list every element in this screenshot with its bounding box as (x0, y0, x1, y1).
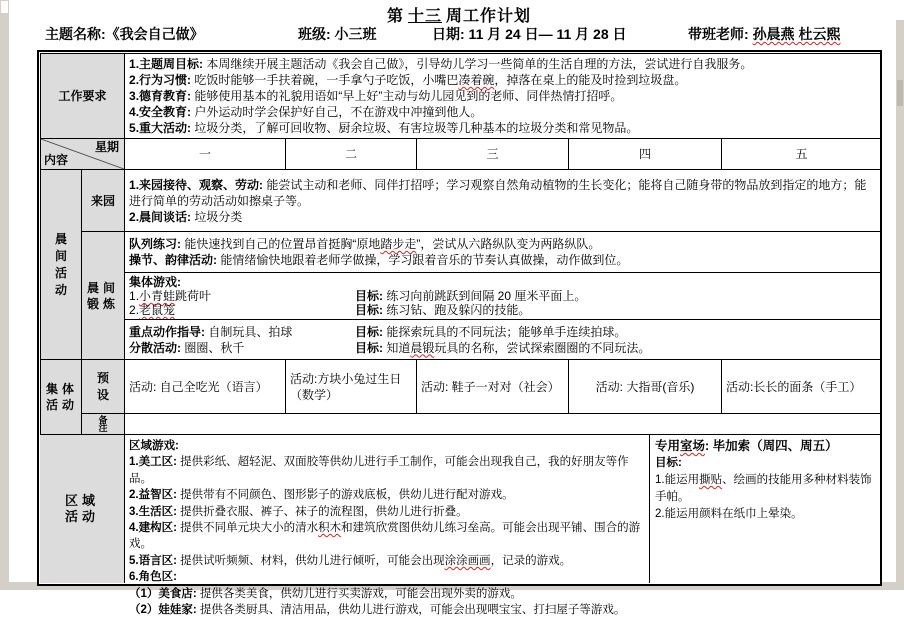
exercise-drill-cell (125, 232, 882, 273)
group-games-cell (125, 273, 882, 320)
work-req-line: 2.行为习惯: 吃饭时能够一手扶着碗，一手拿勺子吃饭，小嘴巴凑着碗，掉落在桌上的能及时捡到垃圾盘。 (129, 73, 687, 87)
guidance-goal: 目标: 能探索玩具的不同玩法；能够单手连续拍球。 (355, 324, 627, 339)
region-line: 6.角色区: (129, 571, 177, 584)
activity-thu: 活动: 大指哥(音乐) (569, 360, 722, 414)
arrival-line: 1.来园接待、观察、劳动: 能尝试主动和老师、同伴打招呼；学习观察自然角动植物的生长变化；能将自己随身带的物品放到指定的地方；能进行简单的劳动活动如擦桌子等。 (129, 177, 867, 208)
ruler-corner (0, 0, 9, 14)
region-games-content (124, 435, 649, 617)
special-room-goal: 2.能运用颜料在纸巾上晕染。 (655, 508, 803, 520)
notes-label-text: 备注 (98, 415, 108, 433)
arrival-label (82, 170, 125, 232)
corner-weekday-label: 星期 (95, 140, 120, 154)
day-header-thu: 四 (569, 139, 722, 170)
region-line: 3.生活区: 提供折叠衣服、裤子、袜子的流程图，供幼儿进行折叠。 (129, 505, 468, 518)
title-week-number: 十三 (407, 8, 442, 25)
region-line: （1）美食店: 提供各类美食，供幼儿进行买卖游戏，可能会出现外卖的游戏。 (129, 587, 522, 600)
notes-content (125, 414, 882, 435)
region-line: （2）娃娃家: 提供各类厨具、清洁用品，供幼儿进行游戏，可能会出现喂宝宝、打扫屋子等游戏。 (129, 604, 626, 617)
work-requirements-label-text: 工作要求 (58, 89, 107, 103)
weekday-content-corner-cell (41, 139, 125, 170)
morning-activity-label-text: 晨间活动 (54, 231, 67, 297)
preset-label-text: 预设 (96, 370, 109, 402)
day-header-tue: 二 (286, 139, 417, 170)
day-header-wed: 三 (417, 139, 569, 170)
arrival-label-text: 来园 (91, 193, 116, 208)
group-activity-label-text: 集体活动 (45, 382, 78, 412)
guidance-name: 分散活动: 圈圈、秋千 (129, 340, 245, 355)
exercise-line: 操节、韵律活动: 能情绪愉快地跟着老师学做操，学习跟着音乐的节奏认真做操，动作做到位。 (129, 253, 629, 267)
region-line: 1.美工区: 提供彩纸、超轻泥、双面胶等供幼儿进行手工制作，可能会出现我自己，我的好朋友等作品。 (129, 456, 629, 485)
special-room-goal-label: 目标: (655, 457, 682, 469)
work-requirements-content (125, 54, 882, 139)
region-activity-row (40, 434, 879, 617)
region-line: 区域游戏: (129, 440, 179, 452)
region-activity-label (40, 435, 124, 583)
guidance-row (129, 340, 877, 356)
scrollbar-thumb[interactable] (897, 80, 903, 106)
page-title (37, 3, 881, 26)
arrival-content (125, 170, 882, 232)
guidance-name: 重点动作指导: 自制玩具、拍球 (129, 324, 293, 339)
special-room-title: 专用室场: 毕加索（周四、周五） (655, 439, 838, 453)
day-header-mon: 一 (125, 139, 286, 170)
corner-content-label: 内容 (44, 153, 69, 167)
theme-name: 主题名称:《我会自己做》 (45, 26, 204, 42)
guidance-row (129, 324, 877, 340)
work-req-line: 3.德育教育: 能够使用基本的礼貌用语如“早上好”主动与幼儿园见到的老师、同伴热情打招呼。 (129, 89, 623, 103)
exercise-line: 队列练习: 能快速找到自己的位置昂首挺胸“原地踏步走”，尝试从六路纵队变为两路纵队。 (129, 237, 601, 251)
game-goal: 目标: 练习向前跳跃到间隔 20 厘米平面上。 (355, 289, 587, 303)
work-req-line: 5.重大活动: 垃圾分类，了解可回收物、厨余垃圾、有害垃圾等几种基本的垃圾分类和常见物品。 (129, 121, 639, 135)
region-activity-label-text: 区域活动 (65, 493, 100, 524)
activity-fri: 活动:长长的面条（手工） (722, 360, 882, 414)
morning-exercise-label-text: 晨间锻炼 (86, 280, 119, 311)
game-row (129, 303, 877, 317)
game-name: 1.小青蛙跳荷叶 (129, 289, 212, 303)
morning-exercise-label (82, 232, 125, 360)
region-line: 4.建构区: 提供不同单元块大小的清水积木和建筑欣赏图供幼儿练习垒高。可能会出现平铺、围合的游戏。 (129, 522, 641, 551)
special-room-content (649, 435, 879, 583)
group-games-title: 集体游戏: (129, 275, 182, 289)
activity-wed: 活动: 鞋子一对对（社会） (417, 360, 569, 414)
game-goal: 目标: 练习钻、跑及躲闪的技能。 (355, 303, 531, 317)
activity-tue: 活动:方块小兔过生日（数学） (286, 360, 417, 414)
activity-mon: 活动: 自己全吃光（语言） (125, 360, 286, 414)
region-line: 2.益智区: 提供带有不同颜色、图形影子的游戏底板，供幼儿进行配对游戏。 (129, 489, 514, 502)
guidance-goal: 目标: 知道晨锻玩具的名称，尝试探索圈圈的不同玩法。 (355, 340, 651, 355)
special-room-goal: 1.能运用撕贴、绘画的技能用多种材料装饰手帕。 (655, 474, 872, 503)
game-name: 2.老鼠笼 (129, 303, 176, 317)
weekly-plan-table (37, 50, 882, 617)
work-req-line: 4.安全教育: 户外运动时学会保护好自己，不在游戏中冲撞到他人。 (129, 105, 483, 119)
left-page-gutter (0, 14, 9, 582)
date-range: 日期: 11 月 24 日— 11 月 28 日 (432, 26, 627, 42)
day-header-fri: 五 (722, 139, 882, 170)
group-activity-label (41, 360, 82, 435)
arrival-line: 2.晨间谈话: 垃圾分类 (129, 209, 243, 224)
key-guidance-cell (125, 320, 882, 360)
class-name: 班级: 小三班 (298, 26, 377, 42)
morning-activity-label (41, 170, 82, 360)
title-post: 周工作计划 (446, 8, 532, 25)
title-pre: 第 (386, 8, 404, 25)
preset-label (82, 360, 125, 414)
teacher-names: 带班老师: 孙晨燕 杜云熙 (688, 26, 841, 42)
work-req-line: 1.主题周目标: 本周继续开展主题活动《我会自己做》，引导幼儿学习一些简单的生活自理的方法，尝试进行自我服务。 (129, 57, 753, 71)
notes-label (82, 414, 125, 435)
region-line: 5.语言区: 提供试听频频、材料，供幼儿进行倾听，可能会出现涂涂画画，记录的游戏。 (129, 554, 572, 567)
game-row (129, 289, 877, 303)
work-requirements-label (41, 54, 125, 139)
meta-header (0, 24, 904, 44)
